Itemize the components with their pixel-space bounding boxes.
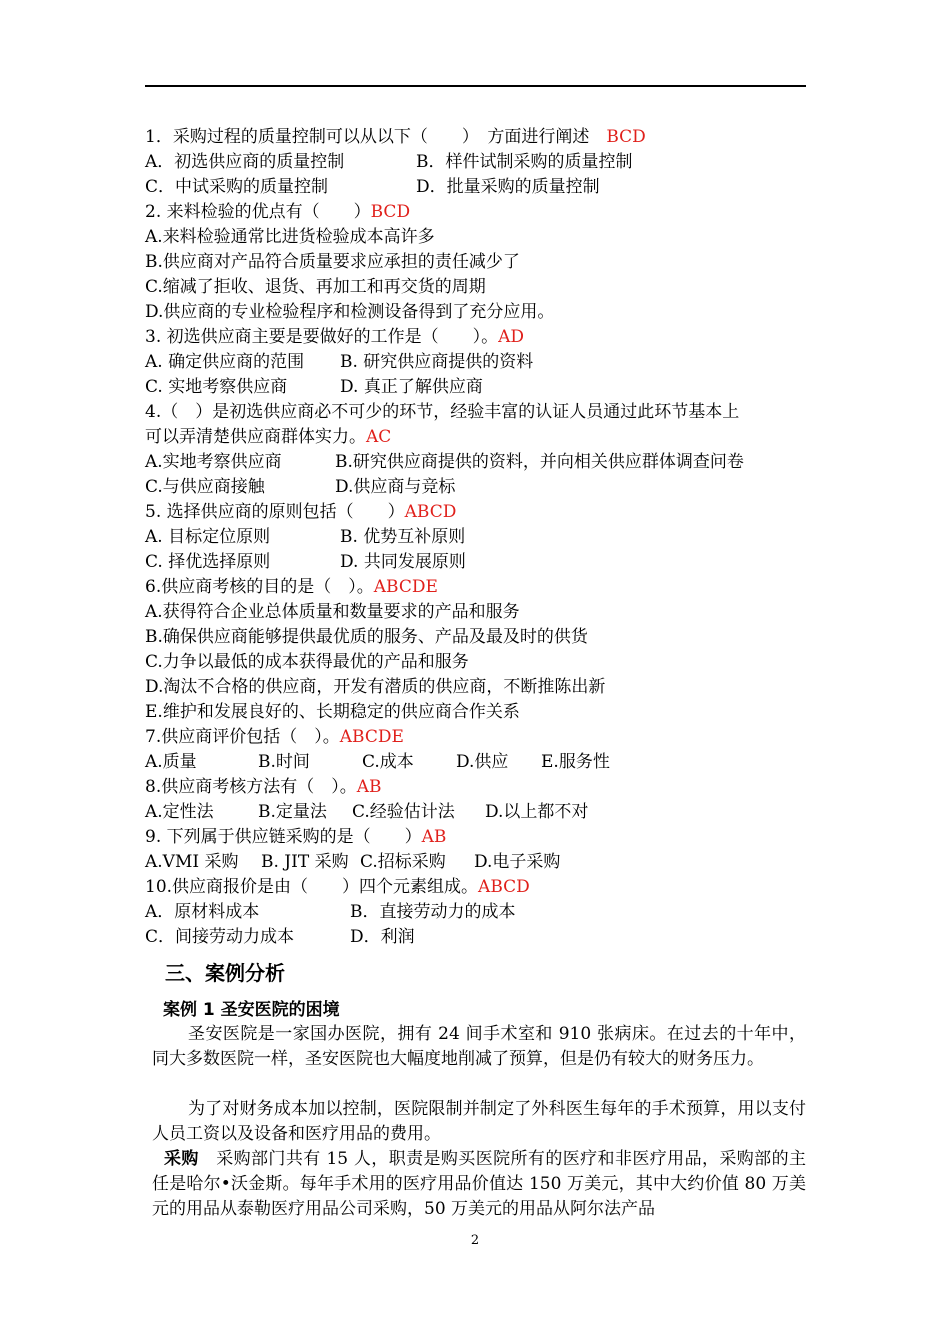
option: A.获得符合企业总体质量和数量要求的产品和服务 <box>145 602 520 622</box>
procurement-label: 采购 <box>164 1149 199 1169</box>
option: B.研究供应商提供的资料，并向相关供应群体调查问卷 <box>335 452 744 472</box>
answer-2: BCD <box>370 202 411 222</box>
option: D.供应商的专业检验程序和检测设备得到了充分应用。 <box>145 302 555 322</box>
option: B.定量法 <box>258 802 327 822</box>
option: C．中试采购的质量控制 <box>145 177 329 197</box>
answer-5: ABCD <box>404 502 457 522</box>
answer-9: AB <box>421 827 447 847</box>
header-rule <box>145 85 806 87</box>
option: A.来料检验通常比进货检验成本高许多 <box>145 227 435 247</box>
option: D．批量采购的质量控制 <box>416 177 600 197</box>
question-9-stem: 9. 下列属于供应链采购的是（ ）AB <box>145 827 447 847</box>
option: A.实地考察供应商 <box>145 452 282 472</box>
page-number: 2 <box>470 1233 480 1248</box>
option: B.供应商对产品符合质量要求应承担的责任减少了 <box>145 252 520 272</box>
answer-3: AD <box>498 327 525 347</box>
answer-6: ABCDE <box>373 577 438 597</box>
option: D. 共同发展原则 <box>340 552 466 572</box>
question-3-stem: 3. 初选供应商主要是要做好的工作是（ ）。AD <box>145 327 525 347</box>
option: D.供应 <box>456 752 509 772</box>
option: D.电子采购 <box>474 852 561 872</box>
answer-8: AB <box>356 777 382 797</box>
option: C. 实地考察供应商 <box>145 377 288 397</box>
option: C.力争以最低的成本获得最优的产品和服务 <box>145 652 469 672</box>
option: E.维护和发展良好的、长期稳定的供应商合作关系 <box>145 702 520 722</box>
option: D.供应商与竞标 <box>335 477 456 497</box>
option: C.招标采购 <box>360 852 446 872</box>
option: C.成本 <box>362 752 414 772</box>
section-title: 三、案例分析 <box>165 961 285 985</box>
option: B. JIT 采购 <box>261 852 349 872</box>
option: D.以上都不对 <box>485 802 589 822</box>
question-10-stem: 10.供应商报价是由（ ）四个元素组成。ABCD <box>145 877 530 897</box>
option: C. 择优选择原则 <box>145 552 271 572</box>
option: A.VMI 采购 <box>145 852 239 872</box>
answer-1: BCD <box>606 127 646 147</box>
question-8-stem: 8.供应商考核方法有（ ）。AB <box>145 777 382 797</box>
question-4-stem: 4.（ ）是初选供应商必不可少的环节，经验丰富的认证人员通过此环节基本上 <box>145 402 740 422</box>
option: A. 目标定位原则 <box>145 527 271 547</box>
option: B．样件试制采购的质量控制 <box>416 152 633 172</box>
option: C.缩减了拒收、退货、再加工和再交货的周期 <box>145 277 486 297</box>
option: C.与供应商接触 <box>145 477 265 497</box>
case-title: 案例 1 圣安医院的困境 <box>163 1000 340 1020</box>
option: B.时间 <box>258 752 310 772</box>
answer-4: AC <box>366 427 392 447</box>
procurement-paragraph: 采购 采购部门共有 15 人，职责是购买医院所有的医疗和非医疗用品，采购部的主任是哈尔•沃金斯。每年手术用的医疗用品价值达 150 万美元，其中大约价值 80 万美元的用品从泰勒医疗用品公司采购，50 万美元的用品从阿尔法产品 <box>152 1149 806 1219</box>
option: A．初选供应商的质量控制 <box>145 152 345 172</box>
option: C．间接劳动力成本 <box>145 927 295 947</box>
question-4-stem-cont: 可以弄清楚供应商群体实力。AC <box>145 427 392 447</box>
option: D. 真正了解供应商 <box>340 377 483 397</box>
option: B. 研究供应商提供的资料 <box>340 352 534 372</box>
option: A. 确定供应商的范围 <box>145 352 305 372</box>
question-5-stem: 5. 选择供应商的原则包括（ ）ABCD <box>145 502 457 522</box>
option: A.定性法 <box>145 802 214 822</box>
option: A．原材料成本 <box>145 902 260 922</box>
option: E.服务性 <box>541 752 610 772</box>
option: B. 优势互补原则 <box>340 527 466 547</box>
option: C.经验估计法 <box>352 802 455 822</box>
case-paragraph: 圣安医院是一家国办医院，拥有 24 间手术室和 910 张病床。在过去的十年中，同大多数医院一样，圣安医院也大幅度地削减了预算，但是仍有较大的财务压力。 <box>152 1024 806 1069</box>
option: D．利润 <box>350 927 415 947</box>
question-2-stem: 2. 来料检验的优点有（ ）BCD <box>145 202 411 222</box>
question-1-stem: 1．采购过程的质量控制可以从以下（ ） 方面进行阐述 BCD <box>145 127 646 147</box>
answer-10: ABCD <box>478 877 530 897</box>
option: B.确保供应商能够提供最优质的服务、产品及最及时的供货 <box>145 627 588 647</box>
answer-7: ABCDE <box>339 727 404 747</box>
question-6-stem: 6.供应商考核的目的是（ ）。ABCDE <box>145 577 438 597</box>
option: B．直接劳动力的成本 <box>350 902 516 922</box>
case-paragraph: 为了对财务成本加以控制，医院限制并制定了外科医生每年的手术预算，用以支付人员工资以及设备和医疗用品的费用。 <box>152 1099 806 1144</box>
option: A.质量 <box>145 752 197 772</box>
option: D.淘汰不合格的供应商，开发有潜质的供应商，不断推陈出新 <box>145 677 606 697</box>
question-7-stem: 7.供应商评价包括（ ）。ABCDE <box>145 727 404 747</box>
